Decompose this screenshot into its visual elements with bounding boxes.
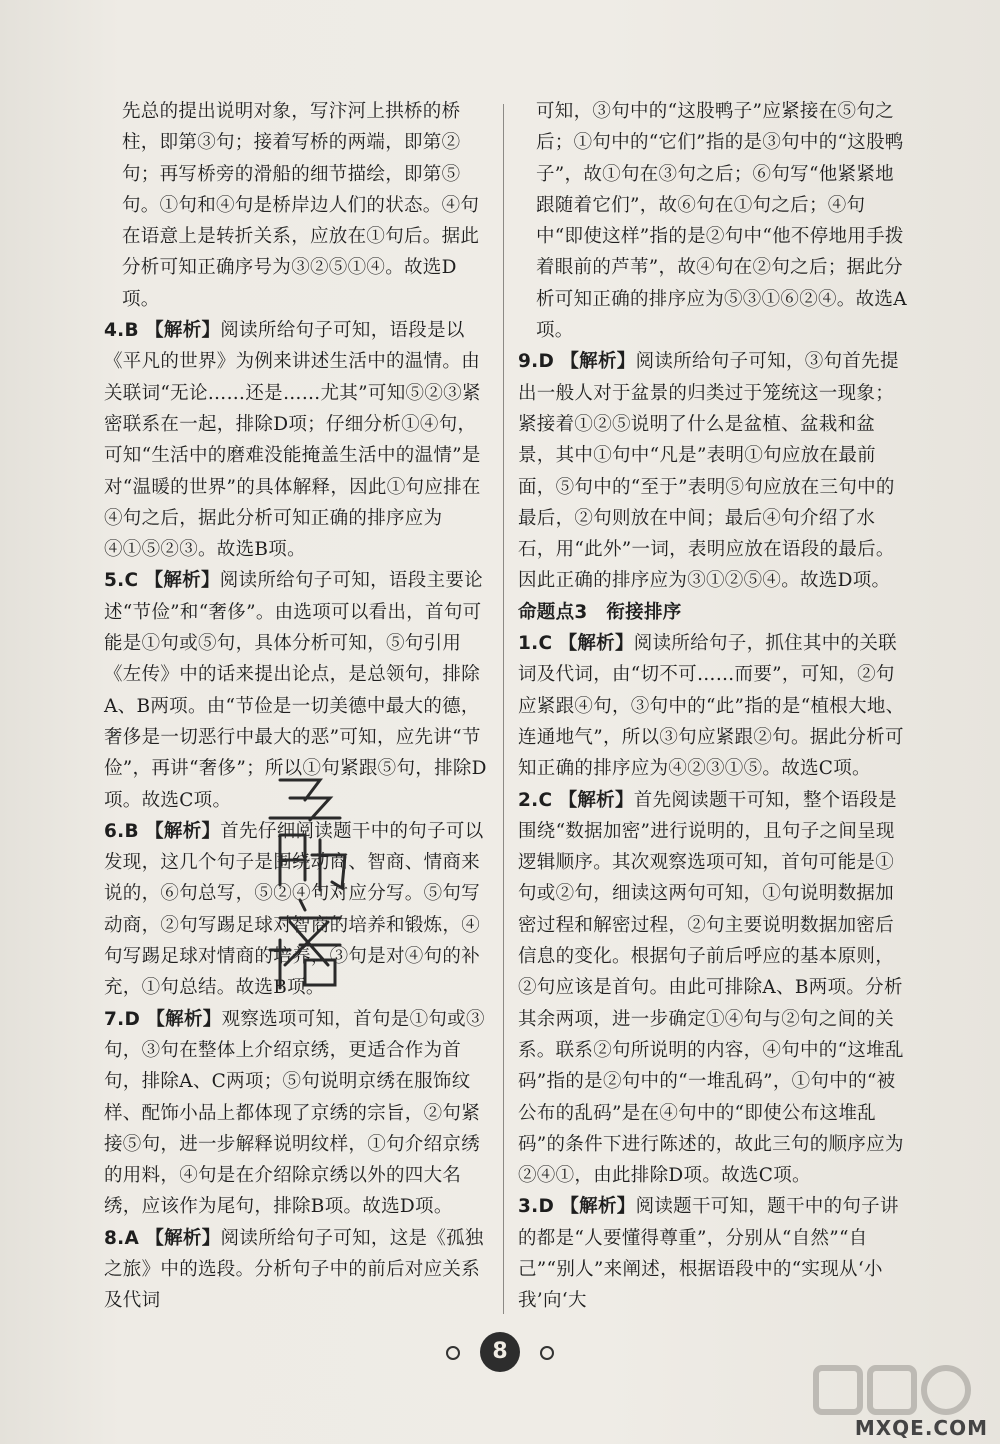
item-text: 阅读所给句子可知，这是《孤独之旅》中的选段。分析句子中的前后对应关系及代词 <box>104 1227 484 1312</box>
analysis-tag: 【解析】 <box>145 320 221 342</box>
analysis-tag: 【解析】 <box>145 820 221 842</box>
item-number: 3.D <box>518 1196 555 1218</box>
answer-item-1 <box>518 628 910 784</box>
item-number: 6.B <box>104 820 139 842</box>
answer-item-3 <box>518 1191 910 1316</box>
item-text: 阅读所给句子可知，语段主要论述“节俭”和“奢侈”。由选项可以看出，首句可能是①句或⑤句，具体分析可知，⑤句引用《左传》中的话来提出论点，是总领句，排除A、B两项。由“节俭是一切美德中最大的德，奢侈是一切恶行中最大的恶”可知，应先讲“节俭”，再讲“奢侈”；所以①句紧跟⑤句，排除D项。故选C项。 <box>104 570 487 811</box>
column-divider <box>503 104 504 1314</box>
answer-item-9 <box>518 346 910 596</box>
analysis-tag: 【解析】 <box>558 789 634 811</box>
item-number: 4.B <box>104 320 139 342</box>
watermark-text: MXQE.COM <box>854 1416 988 1440</box>
item-text: 阅读题干可知，题干中的句子讲的都是“人要懂得尊重”，分别从“自然”“自己”“别人”来阐述，根据语段中的“实现从‘小我’向‘大 <box>518 1196 899 1312</box>
analysis-tag: 【解析】 <box>560 351 636 373</box>
item-text: 阅读所给句子，抓住其中的关联词及代词，由“切不可……而要”，可知，②句应紧跟④句，③句中的“此”指的是“植根大地、连通地气”，所以③句应紧跟②句。据此分析可知正确的排序应为④②③①⑤。故选C项。 <box>518 633 905 780</box>
item-number: 9.D <box>518 351 555 373</box>
decorative-dot-icon <box>446 1346 460 1360</box>
analysis-tag: 【解析】 <box>144 570 220 592</box>
paragraph-continued: 可知，③句中的“这股鸭子”应紧接在⑤句之后；①句中的“它们”指的是③句中的“这股鸭子”，故①句在③句之后；⑥句写“他紧紧地跟随着它们”，故⑥句在①句之后；④句中“即使这样”指的是②句中“他不停地用手拨着眼前的芦苇”，故④句在②句之后；据此分析可知正确的排序应为⑤③①⑥②④。故选A项。 <box>536 101 907 342</box>
analysis-tag: 【解析】 <box>560 1196 636 1218</box>
left-column <box>104 96 490 1317</box>
item-number: 8.A <box>104 1227 140 1249</box>
answer-item-7 <box>104 1004 490 1223</box>
analysis-tag: 【解析】 <box>145 1227 221 1249</box>
item-text: 首先仔细阅读题干中的句子可以发现，这几个句子是围绕动商、智商、情商来说的，⑥句总写，⑤②④句对应分写。⑤句写动商，②句写踢足球对智商的培养和锻炼，④句写踢足球对情商的培养，③句是对④句的补充，①句总结。故选B项。 <box>104 820 484 999</box>
item-text: 阅读所给句子可知，语段是以《平凡的世界》为例来讲述生活中的温情。由关联词“无论……还是……尤其”可知⑤②③紧密联系在一起，排除D项；仔细分析①④句，可知“生活中的磨难没能掩盖生活中的温情”是对“温暖的世界”的具体解释，因此①句应排在④句之后，据此分析可知正确的排序应为④①⑤②③。故选B项。 <box>104 320 481 561</box>
item-number: 2.C <box>518 789 553 811</box>
handwriting-scribble <box>250 760 370 990</box>
answer-item-2 <box>518 785 910 1192</box>
item-number: 7.D <box>104 1008 141 1030</box>
right-column <box>518 96 910 1317</box>
analysis-tag: 【解析】 <box>558 633 634 655</box>
analysis-tag: 【解析】 <box>146 1008 222 1030</box>
answer-item-8 <box>104 1223 490 1317</box>
item-text: 阅读所给句子可知，③句首先提出一般人对于盆景的归类过于笼统这一现象；紧接着①②⑤说明了什么是盆植、盆栽和盆景，其中①句中“凡是”表明①句应放在最前面，⑤句中的“至于”表明⑤句应放在三句中的最后，②句则放在中间；最后④句介绍了水石，用“此外”一词，表明应放在语段的最后。因此正确的排序应为③①②⑤④。故选D项。 <box>518 351 899 592</box>
item-text: 观察选项可知，首句是①句或③句，③句在整体上介绍京绣，更适合作为首句，排除A、C两项；⑤句说明京绣在服饰纹样、配饰小品上都体现了京绣的宗旨，②句紧接⑤句，进一步解释说明纹样，①句介绍京绣的用料，④句是在介绍除京绣以外的四大名绣，应该作为尾句，排除B项。故选D项。 <box>104 1008 485 1218</box>
section-heading: 命题点3 衔接排序 <box>518 601 682 623</box>
decorative-dot-icon <box>540 1346 554 1360</box>
item-text: 首先阅读题干可知，整个语段是围绕“数据加密”进行说明的，且句子之间呈现逻辑顺序。其次观察选项可知，首句可能是①句或②句，细读这两句可知，①句说明数据加密过程和解密过程，②句主要说明数据加密后信息的变化。根据句子前后呼应的基本原则，②句应该是首句。由此可排除A、B两项。分析其余两项，进一步确定①④句与②句之间的关系。联系②句所说明的内容，④句中的“这堆乱码”指的是②句中的“一堆乱码”，①句中的“被公布的乱码”是在④句中的“即使公布这堆乱码”的条件下进行陈述的，故此三句的顺序应为②④①，由此排除D项。故选C项。 <box>518 789 904 1187</box>
answer-item-4 <box>104 315 490 565</box>
item-number: 1.C <box>518 633 553 655</box>
paragraph-continued: 先总的提出说明对象，写汴河上拱桥的桥柱，即第③句；接着写桥的两端，即第②句；再写桥旁的滑船的细节描绘，即第⑤句。①句和④句是桥岸边人们的状态。④句在语意上是转折关系，应放在①句后。据此分析可知正确序号为③②⑤①④。故选D项。 <box>122 101 480 310</box>
item-number: 5.C <box>104 570 139 592</box>
page-number: 8 <box>480 1332 520 1372</box>
